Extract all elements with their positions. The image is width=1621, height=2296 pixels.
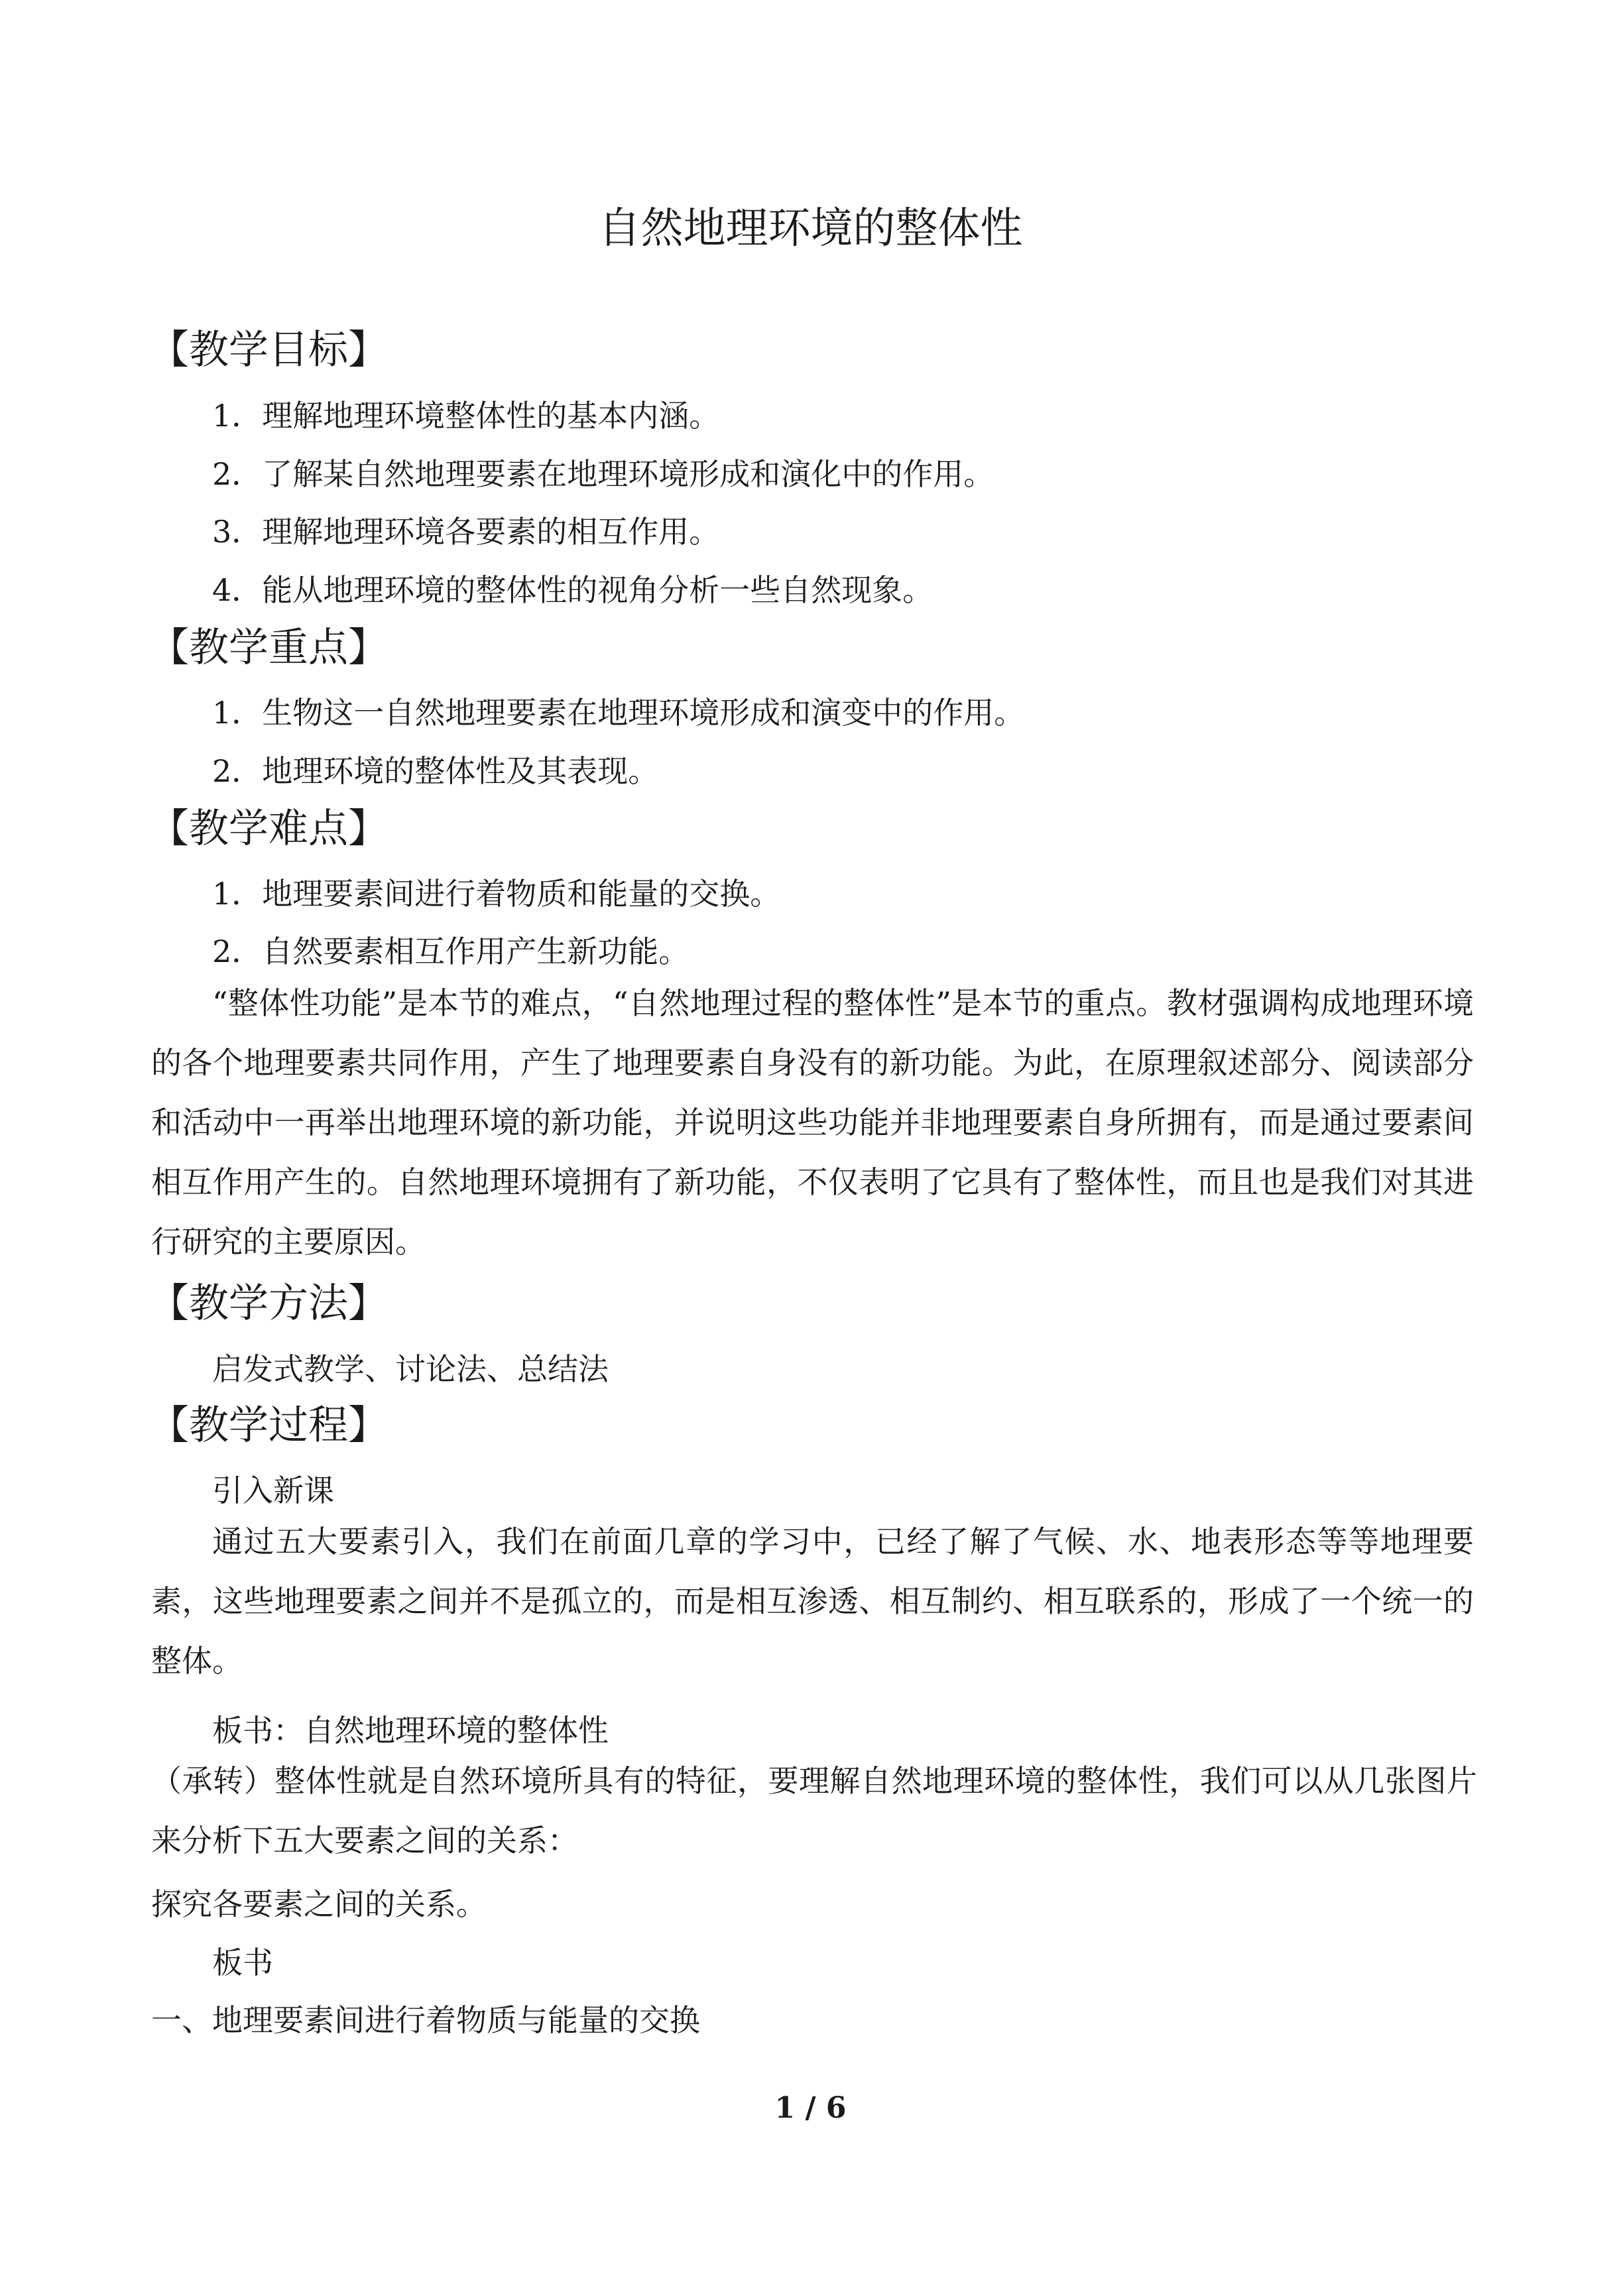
objective-item-4: 4．能从地理环境的整体性的视角分析一些自然现象。 (212, 572, 933, 608)
objective-item-3: 3．理解地理环境各要素的相互作用。 (212, 514, 720, 550)
methods-text: 启发式教学、讨论法、总结法 (212, 1351, 609, 1387)
page-number: 1 / 6 (774, 2091, 847, 2125)
intro-label: 引入新课 (212, 1473, 334, 1508)
section-heading-methods: 【教学方法】 (149, 1280, 388, 1327)
section-heading-objectives: 【教学目标】 (149, 327, 388, 373)
intro-paragraph: 通过五大要素引入，我们在前面几章的学习中，已经了解了气候、水、地表形态等等地理要素，这些地理要素之间并不是孤立的，而是相互渗透、相互制约、相互联系的，形成了一个统一的整体。 (151, 1524, 1474, 1679)
explore-line: 探究各要素之间的关系。 (151, 1886, 487, 1922)
point-one: 一、地理要素间进行着物质与能量的交换 (151, 2002, 700, 2038)
difficulty-item-2: 2．自然要素相互作用产生新功能。 (212, 934, 690, 969)
difficulty-item-1: 1．地理要素间进行着物质和能量的交换。 (212, 876, 781, 912)
key-point-item-1: 1．生物这一自然地理要素在地理环境形成和演变中的作用。 (212, 695, 1025, 731)
objective-item-1: 1．理解地理环境整体性的基本内涵。 (212, 398, 720, 434)
difficulty-paragraph: “整体性功能”是本节的难点，“自然地理过程的整体性”是本节的重点。教材强调构成地理环境的各个地理要素共同作用，产生了地理要素自身没有的新功能。为此，在原理叙述部分、阅读部分和活动中一再举出地理环境的新功能，并说明这些功能并非地理要素自身所拥有，而是通过要素间相互作用产生的。自然地理环境拥有了新功能，不仅表明了它具有了整体性，而且也是我们对其进行研究的主要原因。 (151, 985, 1474, 1260)
page-title: 自然地理环境的整体性 (598, 204, 1023, 253)
section-heading-difficulties: 【教学难点】 (149, 806, 388, 852)
objective-item-2: 2．了解某自然地理要素在地理环境形成和演化中的作用。 (212, 456, 994, 492)
key-point-item-2: 2．地理环境的整体性及其表现。 (212, 753, 659, 789)
section-heading-key-points: 【教学重点】 (149, 625, 388, 671)
board-note-1: 板书：自然地理环境的整体性 (212, 1713, 609, 1748)
section-heading-process: 【教学过程】 (149, 1402, 388, 1449)
board-note-2: 板书 (212, 1945, 273, 1980)
transition-paragraph: （承转）整体性就是自然环境所具有的特征，要理解自然地理环境的整体性，我们可以从几张图片来分析下五大要素之间的关系： (151, 1763, 1477, 1858)
